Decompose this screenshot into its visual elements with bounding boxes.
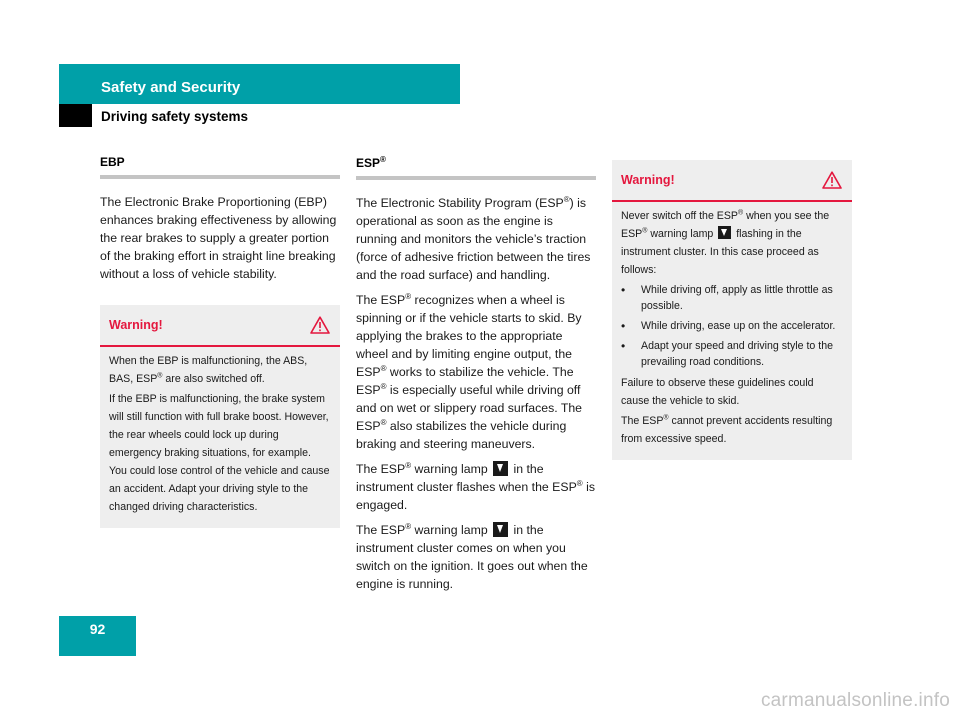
warning-header: [612, 160, 852, 202]
watermark: carmanualsonline.info: [760, 690, 950, 711]
warning-text: The ESP® cannot prevent accidents resulting from excessive speed.: [621, 414, 833, 445]
esp-heading: ESP®: [356, 155, 596, 180]
esp-warning-lamp-icon: [493, 461, 508, 476]
list-item: • While driving, ease up on the accelerator.: [621, 318, 843, 334]
column-esp-warning: [612, 160, 852, 460]
esp-warning-box: [612, 160, 852, 460]
warning-text: If the EBP is malfunctioning, the brake system will still function with full brake boost. However, the rear wheels could lock up during emergency braking situations, for example. You could lose control of the vehicle and cause an accident. Adapt your driving style to the changed driving characteristics.: [109, 393, 330, 513]
warning-header: [100, 305, 340, 347]
ebp-warning-box: [100, 305, 340, 528]
warning-body: [100, 347, 340, 528]
warning-text: Failure to observe these guidelines could cause the vehicle to skid.: [621, 377, 814, 407]
warning-title: Warning!: [109, 318, 163, 332]
warning-title: Warning!: [621, 173, 675, 187]
warning-text: When the EBP is malfunctioning, the ABS, BAS, ESP® are also switched off.: [109, 355, 308, 385]
warning-triangle-icon: [310, 316, 330, 334]
esp-paragraph: The ESP® warning lamp in the instrument cluster flashes when the ESP® is engaged.: [356, 460, 595, 512]
list-item: • Adapt your speed and driving style to the prevailing road conditions.: [621, 338, 843, 370]
list-item: • While driving off, apply as little throttle as possible.: [621, 282, 843, 314]
esp-paragraph: The Electronic Stability Program (ESP®) is operational as soon as the engine is running and monitors the vehicle’s traction (force of adhesive friction between the tires and the road surface) and handling.: [356, 194, 591, 282]
ebp-paragraph: The Electronic Brake Proportioning (EBP) enhances braking effectiveness by allowing the rear brakes to supply a greater portion of the braking effort in straight line breaking without a loss of vehicle stability.: [100, 195, 337, 281]
warning-text: Never switch off the ESP® when you see the ESP® warning lamp flashing in the instrument cluster. In this case proceed as follows:: [621, 209, 830, 276]
esp-paragraph: The ESP® warning lamp in the instrument cluster comes on when you switch on the ignition. It goes out when the engine is running.: [356, 521, 588, 591]
esp-warning-lamp-icon: [718, 226, 731, 239]
warning-body: [612, 202, 852, 460]
ebp-heading: EBP: [100, 155, 340, 179]
page-number: 92: [59, 616, 136, 656]
esp-paragraph: The ESP® recognizes when a wheel is spinning or if the vehicle starts to skid. By applying the brakes to the appropriate wheel and by limiting engine output, the ESP® works to stabilize the vehicle. The ESP® is especially useful while driving off and on wet or slippery road surfaces. The ESP® also stabilizes the vehicle during braking and steering maneuvers.: [356, 291, 583, 451]
warning-triangle-icon: [822, 171, 842, 189]
header-marker: [59, 104, 92, 127]
section-title: Safety and Security: [101, 79, 241, 96]
subsection-title: Driving safety systems: [101, 109, 249, 124]
esp-warning-lamp-icon: [493, 522, 508, 537]
warning-bullet-list: [621, 282, 843, 370]
column-esp: [356, 155, 596, 593]
column-ebp: [100, 155, 340, 528]
